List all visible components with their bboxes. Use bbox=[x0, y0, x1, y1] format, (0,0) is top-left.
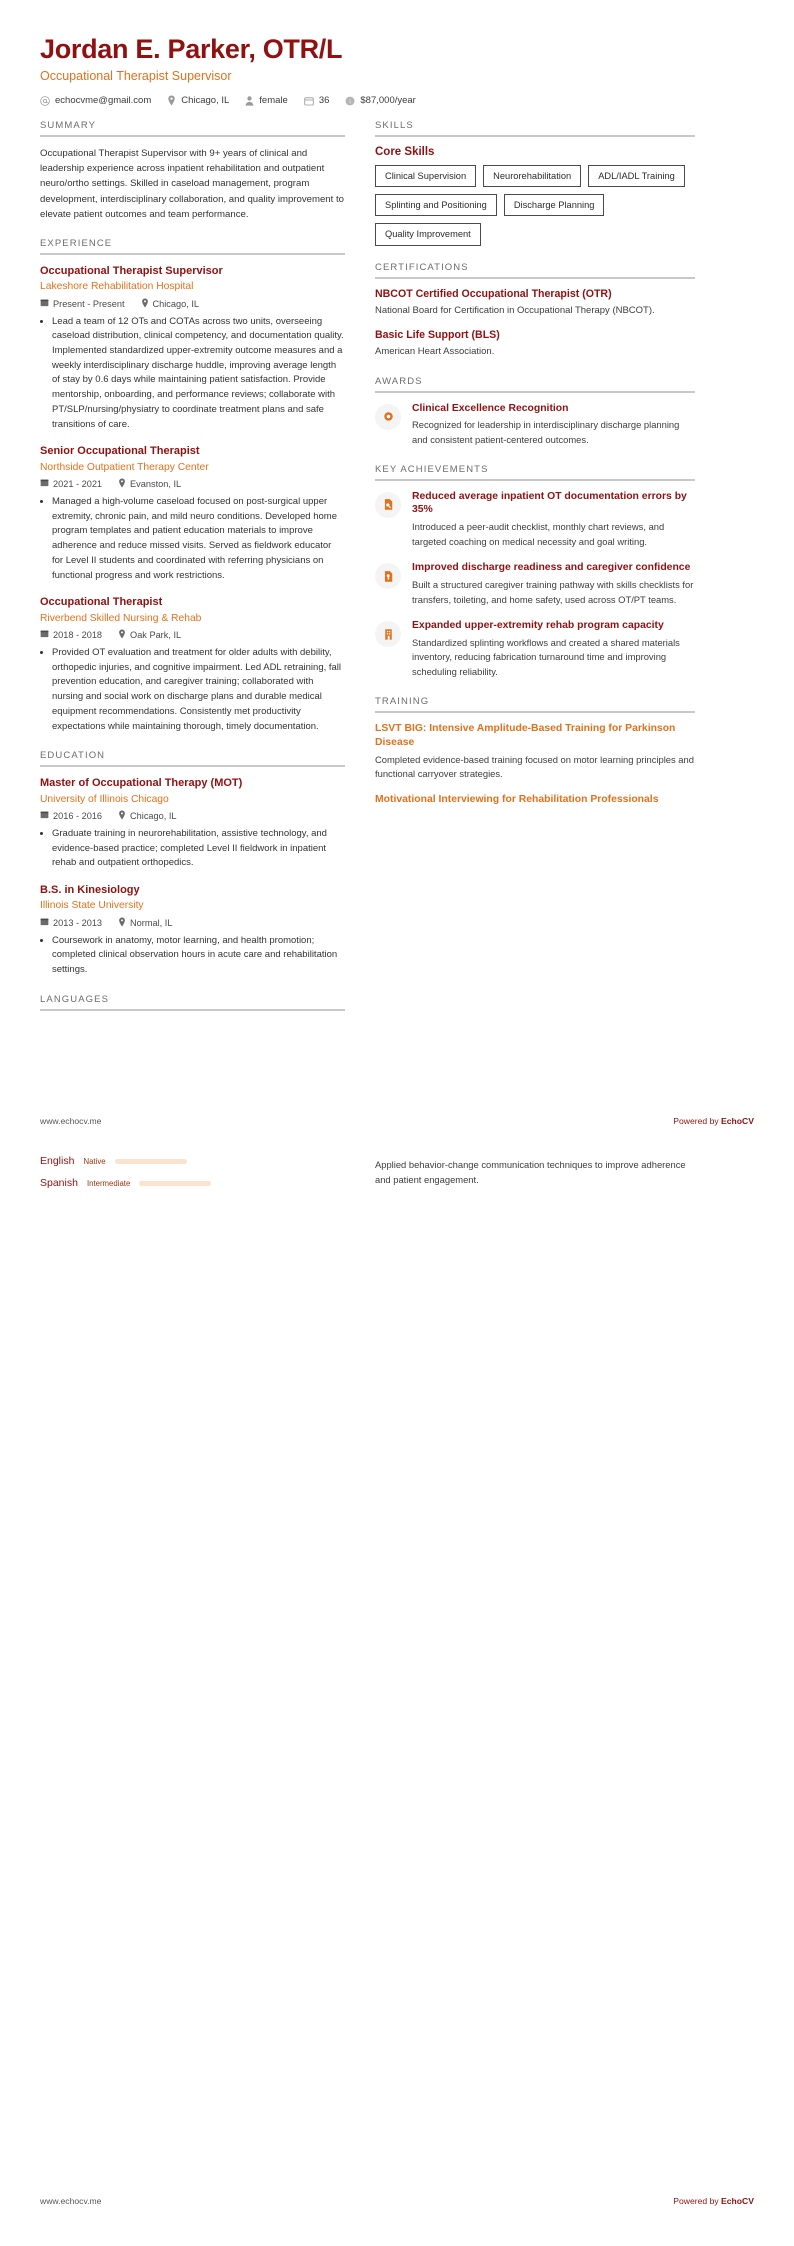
contact-location-value: Chicago, IL bbox=[181, 95, 230, 107]
calendar-icon bbox=[40, 478, 49, 489]
svg-text:i: i bbox=[349, 98, 352, 105]
certifications-divider bbox=[375, 277, 695, 279]
building-icon bbox=[375, 621, 401, 647]
contact-gender-value: female bbox=[259, 95, 288, 107]
resume-body bbox=[0, 106, 794, 1020]
contact-salary bbox=[345, 95, 415, 106]
training-title: Motivational Interviewing for Rehabilitation Professionals bbox=[375, 793, 659, 805]
bullet-item: • Provided OT evaluation and treatment for older adults with debility, orthopedic injuries, and cognitive impairment. Led ADL retraining, fall prevention education, and caregiver training; collaborated with nursing and social work on discharge plans and durable medical equipment recommendations. Consistently met productivity expectations while maintaining thorough, timely documentation. bbox=[52, 646, 345, 734]
training-heading: TRAINING bbox=[375, 695, 430, 707]
footer-powered-prefix: Powered by bbox=[673, 2196, 722, 2206]
education-divider bbox=[40, 765, 345, 767]
experience-entry bbox=[40, 595, 345, 734]
training-description: Completed evidence-based training focused on motor learning principles and functional carryover strategies. bbox=[375, 753, 694, 780]
language-name: Spanish bbox=[40, 1177, 78, 1189]
location-pin-icon bbox=[118, 478, 126, 490]
contact-age bbox=[304, 95, 330, 106]
achievement-item bbox=[375, 490, 695, 550]
experience-title: Occupational Therapist Supervisor bbox=[40, 264, 223, 277]
footer-brand bbox=[673, 2196, 754, 2206]
language-item bbox=[40, 1155, 187, 1167]
right-column bbox=[375, 120, 695, 807]
certification-item bbox=[375, 329, 695, 360]
summary-heading: SUMMARY bbox=[40, 120, 97, 132]
award-title: Clinical Excellence Recognition bbox=[412, 402, 569, 414]
experience-location bbox=[118, 629, 181, 641]
education-heading: EDUCATION bbox=[40, 750, 106, 762]
summary-divider bbox=[40, 135, 345, 137]
experience-meta bbox=[40, 298, 345, 310]
experience-entry bbox=[40, 264, 345, 432]
experience-location bbox=[141, 298, 199, 310]
certification-issuer: American Heart Association. bbox=[375, 346, 495, 358]
language-level: Intermediate bbox=[86, 1178, 131, 1188]
location-pin-icon bbox=[118, 629, 126, 641]
calendar-icon bbox=[40, 917, 49, 928]
section-skills bbox=[375, 120, 695, 246]
left-column bbox=[40, 120, 345, 1020]
contact-email-value: echocvme@gmail.com bbox=[55, 95, 152, 107]
footer-powered-prefix: Powered by bbox=[673, 1116, 722, 1126]
achievement-body bbox=[412, 490, 695, 550]
education-entry bbox=[40, 883, 345, 978]
education-bullets bbox=[40, 934, 345, 978]
skill-chip: Quality Improvement bbox=[375, 223, 481, 245]
experience-heading: EXPERIENCE bbox=[40, 237, 113, 249]
skill-chip: Clinical Supervision bbox=[375, 165, 476, 187]
document-key-icon bbox=[375, 563, 401, 589]
skills-divider bbox=[375, 135, 695, 137]
certification-issuer: National Board for Certification in Occupational Therapy (NBCOT). bbox=[375, 305, 655, 317]
section-experience bbox=[40, 238, 345, 734]
experience-entry bbox=[40, 444, 345, 583]
experience-divider bbox=[40, 253, 345, 255]
language-name: English bbox=[40, 1155, 75, 1167]
education-dates-value: 2013 - 2013 bbox=[53, 917, 103, 928]
achievement-item bbox=[375, 619, 695, 679]
award-body bbox=[412, 402, 695, 448]
skills-chip-list bbox=[375, 165, 695, 246]
experience-bullets bbox=[40, 315, 345, 433]
training-divider bbox=[375, 711, 695, 713]
footer-brand-name: EchoCV bbox=[721, 2196, 754, 2206]
experience-organization: Northside Outpatient Therapy Center bbox=[40, 461, 209, 473]
money-icon bbox=[345, 96, 355, 106]
contact-salary-value: $87,000/year bbox=[360, 95, 416, 107]
education-location-value: Normal, IL bbox=[130, 917, 173, 928]
page-title: Jordan E. Parker, OTR/L bbox=[40, 34, 343, 64]
experience-location-value: Oak Park, IL bbox=[130, 629, 182, 640]
award-description: Recognized for leadership in interdisciplinary discharge planning and consistent patient-centered outcomes. bbox=[412, 419, 680, 446]
education-entry bbox=[40, 776, 345, 871]
language-item bbox=[40, 1177, 211, 1189]
training-item bbox=[375, 722, 695, 782]
experience-bullets bbox=[40, 646, 345, 734]
language-proficiency-bar bbox=[115, 1159, 187, 1164]
languages-continuation bbox=[40, 1155, 345, 1189]
skill-chip: ADL/IADL Training bbox=[588, 165, 685, 187]
education-title: B.S. in Kinesiology bbox=[40, 884, 140, 897]
achievement-description: Built a structured caregiver training pathway with skills checklists for transfers, toileting, and home safety, used across OT/PT teams. bbox=[412, 578, 694, 605]
resume-header bbox=[0, 0, 794, 106]
footer-brand-name: EchoCV bbox=[721, 1116, 754, 1126]
experience-location bbox=[118, 478, 181, 490]
award-item bbox=[375, 402, 695, 448]
section-languages bbox=[40, 994, 345, 1011]
education-organization: University of Illinois Chicago bbox=[40, 793, 169, 805]
email-icon bbox=[40, 96, 50, 106]
language-proficiency-bar bbox=[139, 1181, 211, 1186]
section-awards bbox=[375, 376, 695, 448]
footer-brand bbox=[673, 1116, 754, 1126]
languages-heading: LANGUAGES bbox=[40, 993, 110, 1005]
achievement-title: Expanded upper-extremity rehab program capacity bbox=[412, 620, 664, 632]
certification-name: NBCOT Certified Occupational Therapist (OTR) bbox=[375, 287, 612, 300]
section-education bbox=[40, 750, 345, 978]
experience-dates bbox=[40, 478, 102, 489]
training-continuation bbox=[375, 1155, 695, 1187]
contact-row bbox=[40, 95, 754, 106]
languages-divider bbox=[40, 1009, 345, 1011]
section-training bbox=[375, 696, 695, 807]
certification-item bbox=[375, 288, 695, 319]
education-dates-value: 2016 - 2016 bbox=[53, 810, 103, 821]
section-certifications bbox=[375, 262, 695, 360]
skills-heading: SKILLS bbox=[375, 120, 414, 132]
language-level: Native bbox=[83, 1156, 106, 1166]
education-meta bbox=[40, 810, 345, 822]
calendar-icon bbox=[40, 298, 49, 309]
education-title: Master of Occupational Therapy (MOT) bbox=[40, 777, 243, 790]
page-footer bbox=[40, 1116, 754, 1126]
experience-bullets bbox=[40, 495, 345, 583]
award-medal-icon bbox=[375, 404, 401, 430]
achievement-title: Reduced average inpatient OT documentation errors by 35% bbox=[412, 490, 687, 516]
experience-dates-value: Present - Present bbox=[53, 298, 125, 309]
education-location-value: Chicago, IL bbox=[130, 810, 177, 821]
education-dates bbox=[40, 810, 102, 821]
location-pin-icon bbox=[141, 298, 149, 310]
experience-dates bbox=[40, 629, 102, 640]
training-item bbox=[375, 1158, 695, 1187]
header-job-title: Occupational Therapist Supervisor bbox=[40, 69, 232, 84]
achievement-body bbox=[412, 619, 695, 679]
achievement-body bbox=[412, 561, 695, 607]
experience-meta bbox=[40, 478, 345, 490]
location-pin-icon bbox=[118, 917, 126, 929]
awards-heading: AWARDS bbox=[375, 375, 423, 387]
skill-chip: Splinting and Positioning bbox=[375, 194, 497, 216]
document-search-icon bbox=[375, 492, 401, 518]
training-title: LSVT BIG: Intensive Amplitude-Based Training for Parkinson Disease bbox=[375, 722, 676, 748]
experience-dates-value: 2018 - 2018 bbox=[53, 629, 103, 640]
experience-location-value: Evanston, IL bbox=[130, 478, 182, 489]
section-summary bbox=[40, 120, 345, 222]
experience-meta bbox=[40, 629, 345, 641]
key-achievements-heading: KEY ACHIEVEMENTS bbox=[375, 463, 489, 475]
awards-divider bbox=[375, 391, 695, 393]
achievement-description: Introduced a peer-audit checklist, monthly chart reviews, and targeted coaching on medical necessity and goal writing. bbox=[412, 521, 665, 547]
calendar-icon bbox=[40, 629, 49, 640]
experience-organization: Lakeshore Rehabilitation Hospital bbox=[40, 281, 194, 293]
skills-group-title: Core Skills bbox=[375, 146, 435, 159]
education-dates bbox=[40, 917, 102, 928]
summary-text: Occupational Therapist Supervisor with 9+ years of clinical and leadership experience across inpatient rehabilitation and outpatient neuro/ortho settings. Skilled in caseload management, program development, interdisciplinary collaboration, and quality improvement to elevate patient outcomes and team performance. bbox=[40, 148, 344, 220]
achievement-item bbox=[375, 561, 695, 607]
experience-dates-value: 2021 - 2021 bbox=[53, 478, 103, 489]
experience-organization: Riverbend Skilled Nursing & Rehab bbox=[40, 612, 202, 624]
bullet-item: • Lead a team of 12 OTs and COTAs across two units, overseeing caseload distribution, clinical competency, and documentation quality. Implemented standardized upper-extremity outcome measures and a weekly interdisciplinary discharge huddle, improving average length of stay by 0.6 days while maintaining patient satisfaction. Provide mentorship, onboarding, and performance reviews; collaborate with PT/SLP/nursing/physiatry to coordinate treatment plans and safe transitions of care. bbox=[52, 315, 345, 433]
footer-website[interactable]: www.echocv.me bbox=[40, 2196, 102, 2206]
education-location bbox=[118, 917, 172, 929]
languages-list bbox=[40, 1155, 345, 1189]
calendar-icon bbox=[40, 810, 49, 821]
calendar-icon bbox=[304, 96, 314, 106]
key-achievements-divider bbox=[375, 479, 695, 481]
achievement-title: Improved discharge readiness and caregiver confidence bbox=[412, 562, 691, 574]
training-item bbox=[375, 793, 695, 807]
contact-gender bbox=[245, 95, 288, 106]
certification-name: Basic Life Support (BLS) bbox=[375, 328, 500, 341]
skill-chip: Neurorehabilitation bbox=[483, 165, 581, 187]
contact-location bbox=[167, 95, 229, 106]
location-pin-icon bbox=[118, 810, 126, 822]
section-key-achievements bbox=[375, 464, 695, 680]
certifications-heading: CERTIFICATIONS bbox=[375, 261, 469, 273]
education-location bbox=[118, 810, 176, 822]
education-organization: Illinois State University bbox=[40, 900, 144, 912]
skill-chip: Discharge Planning bbox=[504, 194, 605, 216]
person-icon bbox=[245, 96, 254, 106]
contact-email bbox=[40, 95, 151, 106]
training-description: Applied behavior-change communication techniques to improve adherence and patient engagement. bbox=[375, 1159, 686, 1185]
experience-location-value: Chicago, IL bbox=[152, 298, 199, 309]
experience-title: Senior Occupational Therapist bbox=[40, 445, 200, 458]
achievement-description: Standardized splinting workflows and created a shared materials inventory, reducing fabrication turnaround time and improving scheduling reliability. bbox=[412, 636, 680, 678]
location-pin-icon bbox=[167, 95, 176, 106]
experience-dates bbox=[40, 298, 125, 309]
contact-age-value: 36 bbox=[318, 95, 330, 107]
page-footer bbox=[40, 2196, 754, 2206]
bullet-item: • Graduate training in neurorehabilitation, assistive technology, and evidence-based practice; completed Level II fieldwork in inpatient rehab and outpatient orthopedics. bbox=[52, 827, 345, 871]
footer-website[interactable]: www.echocv.me bbox=[40, 1116, 102, 1126]
bullet-item: • Managed a high-volume caseload focused on post-surgical upper extremity, chronic pain, and mild neuro conditions. Developed home program templates and patient education materials to improve adherence and reduce missed visits. Served as fieldwork educator for Level II students and coordinated with referring physicians on functional progress and work restrictions. bbox=[52, 495, 345, 583]
bullet-item: • Coursework in anatomy, motor learning, and health promotion; completed clinical observation hours in acute care and rehabilitation settings. bbox=[52, 934, 345, 978]
experience-title: Occupational Therapist bbox=[40, 596, 163, 609]
education-bullets bbox=[40, 827, 345, 871]
education-meta bbox=[40, 917, 345, 929]
